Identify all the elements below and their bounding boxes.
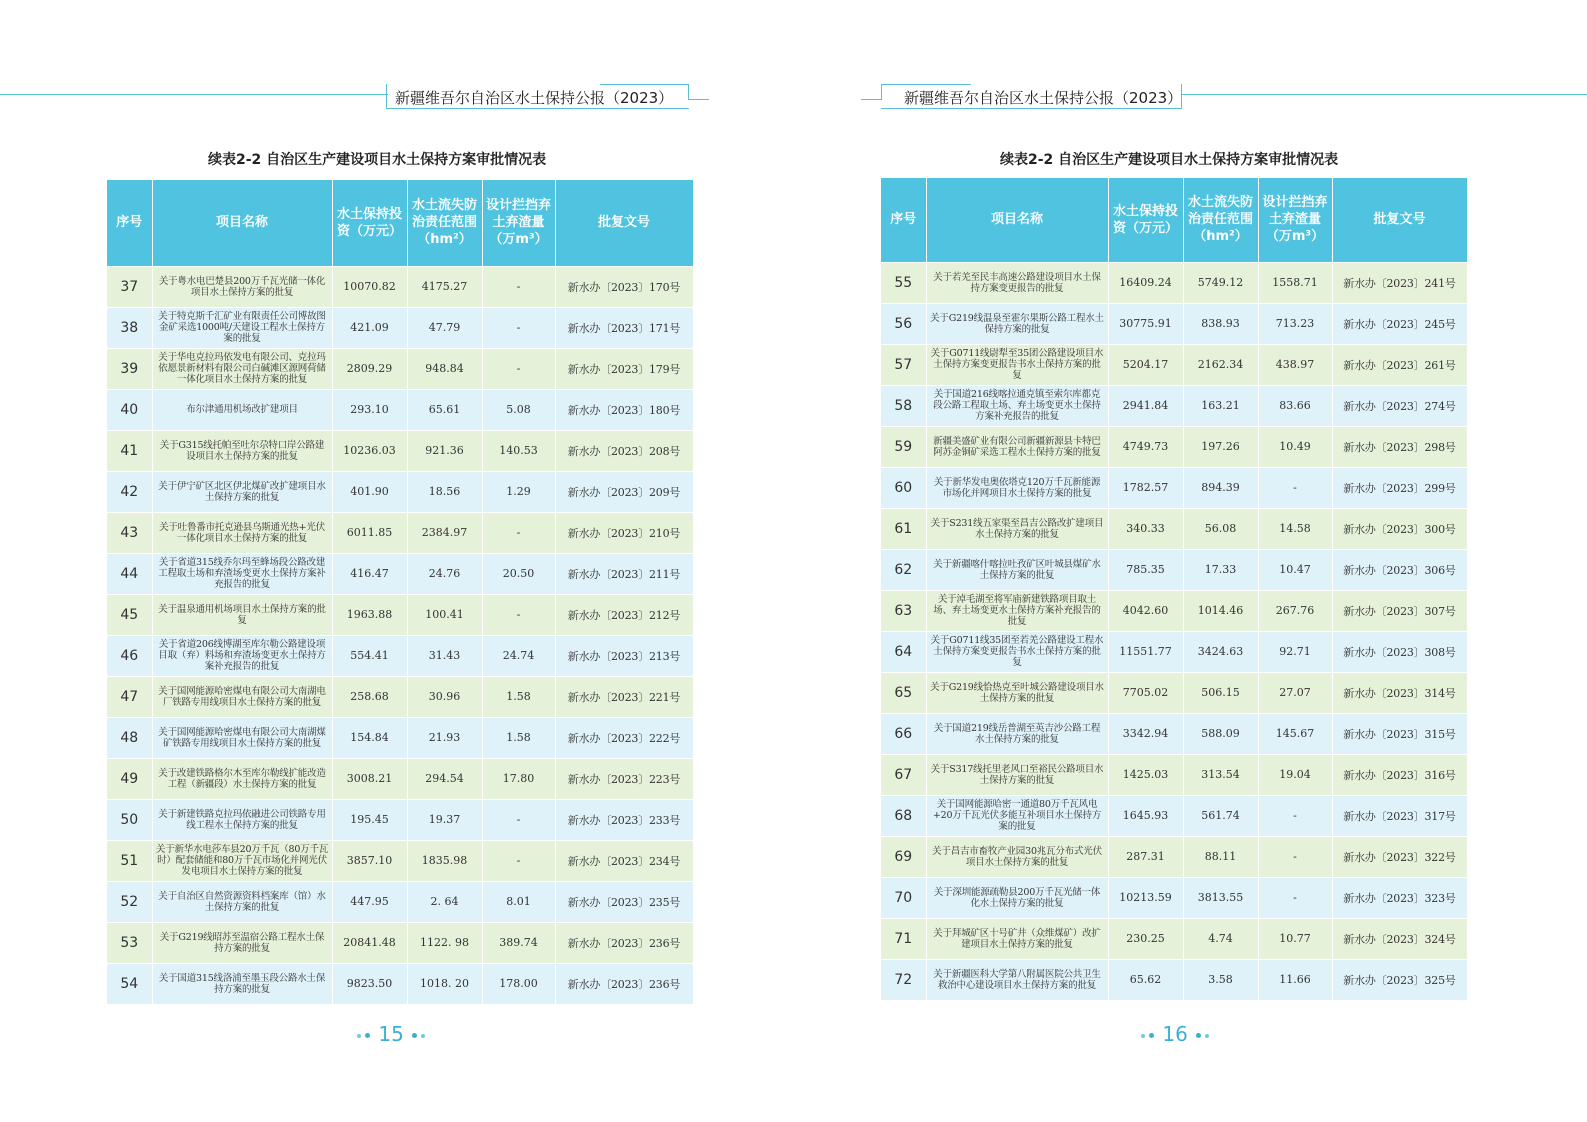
cell-doc-number: 新水办〔2023〕241号 xyxy=(1332,262,1467,303)
col-header-spoil: 设计拦挡弃土弃渣量（万m³） xyxy=(1258,178,1332,262)
table-row xyxy=(107,717,693,758)
col-header-spoil: 设计拦挡弃土弃渣量（万m³） xyxy=(482,180,555,266)
cell-no: 59 xyxy=(881,426,926,467)
table-row xyxy=(881,631,1467,672)
cell-project-name: 关于新建铁路克拉玛依融进公司铁路专用线工程水土保持方案的批复 xyxy=(152,799,332,840)
cell-project-name: 布尔津通用机场改扩建项目 xyxy=(152,389,332,430)
table-row xyxy=(107,758,693,799)
cell-no: 60 xyxy=(881,467,926,508)
cell-investment: 3342.94 xyxy=(1108,713,1183,754)
cell-spoil: - xyxy=(1258,467,1332,508)
cell-spoil: 92.71 xyxy=(1258,631,1332,672)
table-row xyxy=(881,426,1467,467)
cell-area: 3.58 xyxy=(1183,959,1258,1000)
table-row xyxy=(881,344,1467,385)
cell-doc-number: 新水办〔2023〕274号 xyxy=(1332,385,1467,426)
cell-doc-number: 新水办〔2023〕234号 xyxy=(555,840,693,881)
cell-doc-number: 新水办〔2023〕324号 xyxy=(1332,918,1467,959)
cell-spoil: - xyxy=(482,512,555,553)
table-row xyxy=(107,348,693,389)
cell-project-name: 关于G0711线尉犁至35团公路建设项目水土保持方案变更报告书水土保持方案的批复 xyxy=(926,344,1108,385)
cell-area: 313.54 xyxy=(1183,754,1258,795)
cell-investment: 195.45 xyxy=(332,799,407,840)
table-row xyxy=(881,836,1467,877)
cell-area: 4175.27 xyxy=(407,266,482,307)
cell-spoil: 1.58 xyxy=(482,717,555,758)
header-tab xyxy=(688,84,709,100)
cell-spoil: 267.76 xyxy=(1258,590,1332,631)
cell-area: 17.33 xyxy=(1183,549,1258,590)
table-row xyxy=(107,799,693,840)
cell-investment: 1645.93 xyxy=(1108,795,1183,836)
cell-doc-number: 新水办〔2023〕300号 xyxy=(1332,508,1467,549)
table-row xyxy=(881,590,1467,631)
cell-spoil: 1558.71 xyxy=(1258,262,1332,303)
cell-no: 70 xyxy=(881,877,926,918)
cell-project-name: 关于昌吉市畜牧产业园30兆瓦分布式光伏项目水土保持方案的批复 xyxy=(926,836,1108,877)
col-header-doc: 批复文号 xyxy=(1332,178,1467,262)
page-left xyxy=(0,0,793,1122)
cell-area: 3424.63 xyxy=(1183,631,1258,672)
cell-no: 41 xyxy=(107,430,152,471)
cell-project-name: 关于省道206线博湖至库尔勒公路建设项目取（弃）料场和弃渣场变更水土保持方案补充报告的批复 xyxy=(152,635,332,676)
cell-investment: 154.84 xyxy=(332,717,407,758)
cell-no: 38 xyxy=(107,307,152,348)
cell-doc-number: 新水办〔2023〕261号 xyxy=(1332,344,1467,385)
cell-project-name: 关于省道315线乔尔玛至蜂场段公路改建工程取土场和弃渣场变更水土保持方案补充报告的批复 xyxy=(152,553,332,594)
table-row xyxy=(881,795,1467,836)
cell-no: 42 xyxy=(107,471,152,512)
table-row xyxy=(107,389,693,430)
cell-area: 2. 64 xyxy=(407,881,482,922)
cell-doc-number: 新水办〔2023〕233号 xyxy=(555,799,693,840)
cell-investment: 5204.17 xyxy=(1108,344,1183,385)
cell-no: 54 xyxy=(107,963,152,1004)
approval-table xyxy=(107,180,694,1005)
cell-spoil: 19.04 xyxy=(1258,754,1332,795)
col-header-name: 项目名称 xyxy=(152,180,332,266)
table-row xyxy=(881,877,1467,918)
cell-no: 49 xyxy=(107,758,152,799)
cell-project-name: 关于新华发电奥依塔克120万千瓦新能源市场化并网项目水土保持方案的批复 xyxy=(926,467,1108,508)
cell-investment: 2941.84 xyxy=(1108,385,1183,426)
cell-spoil: 145.67 xyxy=(1258,713,1332,754)
cell-doc-number: 新水办〔2023〕179号 xyxy=(555,348,693,389)
cell-doc-number: 新水办〔2023〕221号 xyxy=(555,676,693,717)
cell-project-name: 关于淖毛湖至将军庙新建铁路项目取土场、弃土场变更水土保持方案补充报告的批复 xyxy=(926,590,1108,631)
cell-investment: 10070.82 xyxy=(332,266,407,307)
cell-spoil: 20.50 xyxy=(482,553,555,594)
cell-project-name: 关于G219线恰热克至叶城公路建设项目水土保持方案的批复 xyxy=(926,672,1108,713)
cell-investment: 554.41 xyxy=(332,635,407,676)
cell-investment: 447.95 xyxy=(332,881,407,922)
cell-spoil: - xyxy=(482,594,555,635)
cell-no: 69 xyxy=(881,836,926,877)
cell-no: 47 xyxy=(107,676,152,717)
cell-spoil: - xyxy=(482,266,555,307)
cell-no: 55 xyxy=(881,262,926,303)
cell-investment: 293.10 xyxy=(332,389,407,430)
cell-area: 921.36 xyxy=(407,430,482,471)
table-row xyxy=(107,635,693,676)
cell-no: 48 xyxy=(107,717,152,758)
cell-doc-number: 新水办〔2023〕325号 xyxy=(1332,959,1467,1000)
table-row xyxy=(881,918,1467,959)
cell-investment: 11551.77 xyxy=(1108,631,1183,672)
cell-doc-number: 新水办〔2023〕236号 xyxy=(555,963,693,1004)
cell-doc-number: 新水办〔2023〕307号 xyxy=(1332,590,1467,631)
table-row xyxy=(107,471,693,512)
cell-doc-number: 新水办〔2023〕316号 xyxy=(1332,754,1467,795)
cell-doc-number: 新水办〔2023〕213号 xyxy=(555,635,693,676)
cell-project-name: 关于G219线昭苏至温宿公路工程水土保持方案的批复 xyxy=(152,922,332,963)
cell-doc-number: 新水办〔2023〕315号 xyxy=(1332,713,1467,754)
cell-no: 72 xyxy=(881,959,926,1000)
cell-doc-number: 新水办〔2023〕211号 xyxy=(555,553,693,594)
cell-spoil: 389.74 xyxy=(482,922,555,963)
cell-project-name: 关于国网能源哈密煤电有限公司大南湖电厂铁路专用线项目水土保持方案的批复 xyxy=(152,676,332,717)
cell-area: 31.43 xyxy=(407,635,482,676)
cell-no: 50 xyxy=(107,799,152,840)
cell-no: 46 xyxy=(107,635,152,676)
cell-area: 3813.55 xyxy=(1183,877,1258,918)
table-row xyxy=(107,881,693,922)
col-header-area: 水土流失防治责任范围（hm²） xyxy=(407,180,482,266)
cell-area: 838.93 xyxy=(1183,303,1258,344)
cell-investment: 3008.21 xyxy=(332,758,407,799)
cell-doc-number: 新水办〔2023〕317号 xyxy=(1332,795,1467,836)
cell-project-name: 关于新疆喀什喀拉吐孜矿区叶城县煤矿水土保持方案的批复 xyxy=(926,549,1108,590)
table-row xyxy=(881,467,1467,508)
cell-spoil: 24.74 xyxy=(482,635,555,676)
cell-area: 1122. 98 xyxy=(407,922,482,963)
col-header-area: 水土流失防治责任范围（hm²） xyxy=(1183,178,1258,262)
cell-doc-number: 新水办〔2023〕245号 xyxy=(1332,303,1467,344)
cell-spoil: 140.53 xyxy=(482,430,555,471)
cell-project-name: 关于若羌至民丰高速公路建设项目水土保持方案变更报告的批复 xyxy=(926,262,1108,303)
cell-project-name: 关于粤水电巴楚县200万千瓦光储一体化项目水土保持方案的批复 xyxy=(152,266,332,307)
cell-area: 948.84 xyxy=(407,348,482,389)
header-title: 新疆维吾尔自治区水土保持公报（2023） xyxy=(904,89,1183,107)
cell-no: 56 xyxy=(881,303,926,344)
cell-area: 30.96 xyxy=(407,676,482,717)
cell-investment: 258.68 xyxy=(332,676,407,717)
cell-project-name: 关于G0711线35团至若羌公路建设工程水土保持方案变更报告书水土保持方案的批复 xyxy=(926,631,1108,672)
cell-project-name: 关于S317线托里老风口至裕民公路项目水土保持方案的批复 xyxy=(926,754,1108,795)
cell-spoil: 11.66 xyxy=(1258,959,1332,1000)
table-row xyxy=(107,307,693,348)
cell-spoil: - xyxy=(1258,795,1332,836)
cell-investment: 10213.59 xyxy=(1108,877,1183,918)
cell-spoil: - xyxy=(482,348,555,389)
cell-investment: 401.90 xyxy=(332,471,407,512)
cell-area: 1014.46 xyxy=(1183,590,1258,631)
header-title: 新疆维吾尔自治区水土保持公报（2023） xyxy=(395,89,674,107)
cell-doc-number: 新水办〔2023〕212号 xyxy=(555,594,693,635)
cell-investment: 3857.10 xyxy=(332,840,407,881)
cell-project-name: 关于拜城矿区十号矿井（众维煤矿）改扩建项目水土保持方案的批复 xyxy=(926,918,1108,959)
cell-no: 45 xyxy=(107,594,152,635)
page-number: 16 xyxy=(1139,1022,1211,1046)
cell-area: 506.15 xyxy=(1183,672,1258,713)
cell-no: 64 xyxy=(881,631,926,672)
cell-spoil: 10.77 xyxy=(1258,918,1332,959)
col-header-doc: 批复文号 xyxy=(555,180,693,266)
cell-project-name: 关于新疆医科大学第八附属医院公共卫生救治中心建设项目水土保持方案的批复 xyxy=(926,959,1108,1000)
cell-no: 61 xyxy=(881,508,926,549)
cell-spoil: - xyxy=(482,840,555,881)
cell-area: 56.08 xyxy=(1183,508,1258,549)
cell-project-name: 关于国道219线岳普湖至英吉沙公路工程水土保持方案的批复 xyxy=(926,713,1108,754)
cell-spoil: 27.07 xyxy=(1258,672,1332,713)
table-row xyxy=(881,549,1467,590)
cell-project-name: 关于S231线五家渠至昌吉公路改扩建项目水土保持方案的批复 xyxy=(926,508,1108,549)
cell-no: 53 xyxy=(107,922,152,963)
header-tab xyxy=(861,84,882,100)
cell-investment: 1782.57 xyxy=(1108,467,1183,508)
cell-investment: 16409.24 xyxy=(1108,262,1183,303)
cell-spoil: 1.29 xyxy=(482,471,555,512)
cell-area: 197.26 xyxy=(1183,426,1258,467)
cell-area: 2162.34 xyxy=(1183,344,1258,385)
page-number: 15 xyxy=(355,1022,427,1046)
cell-spoil: 8.01 xyxy=(482,881,555,922)
cell-no: 44 xyxy=(107,553,152,594)
cell-area: 2384.97 xyxy=(407,512,482,553)
cell-doc-number: 新水办〔2023〕222号 xyxy=(555,717,693,758)
cell-area: 4.74 xyxy=(1183,918,1258,959)
cell-project-name: 关于G315线托帕至吐尔尕特口岸公路建设项目水土保持方案的批复 xyxy=(152,430,332,471)
cell-doc-number: 新水办〔2023〕235号 xyxy=(555,881,693,922)
cell-project-name: 关于吐鲁番市托克逊县乌斯通光热+光伏一体化项目水土保持方案的批复 xyxy=(152,512,332,553)
cell-project-name: 关于伊宁矿区北区伊北煤矿改扩建项目水土保持方案的批复 xyxy=(152,471,332,512)
cell-investment: 2809.29 xyxy=(332,348,407,389)
cell-project-name: 关于自治区自然资源资料档案库（馆）水土保持方案的批复 xyxy=(152,881,332,922)
cell-no: 65 xyxy=(881,672,926,713)
table-row xyxy=(881,672,1467,713)
cell-spoil: 438.97 xyxy=(1258,344,1332,385)
cell-doc-number: 新水办〔2023〕236号 xyxy=(555,922,693,963)
cell-doc-number: 新水办〔2023〕323号 xyxy=(1332,877,1467,918)
cell-investment: 340.33 xyxy=(1108,508,1183,549)
cell-no: 43 xyxy=(107,512,152,553)
header-rule xyxy=(0,94,388,95)
cell-project-name: 关于特克斯千汇矿业有限责任公司博故图金矿采选1000吨/天建设工程水土保持方案的批复 xyxy=(152,307,332,348)
cell-project-name: 关于温泉通用机场项目水土保持方案的批复 xyxy=(152,594,332,635)
cell-investment: 6011.85 xyxy=(332,512,407,553)
table-row xyxy=(107,512,693,553)
cell-project-name: 关于国道315线洛浦至墨玉段公路水土保持方案的批复 xyxy=(152,963,332,1004)
table-row xyxy=(107,963,693,1004)
cell-area: 19.37 xyxy=(407,799,482,840)
cell-investment: 65.62 xyxy=(1108,959,1183,1000)
cell-no: 52 xyxy=(107,881,152,922)
approval-table xyxy=(881,178,1468,1001)
cell-spoil: - xyxy=(482,307,555,348)
table-row xyxy=(881,262,1467,303)
cell-area: 588.09 xyxy=(1183,713,1258,754)
cell-project-name: 关于华电克拉玛依发电有限公司、克拉玛依愿景新材料有限公司白碱滩区源网荷储一体化项目水土保持方案的批复 xyxy=(152,348,332,389)
cell-no: 39 xyxy=(107,348,152,389)
table-row xyxy=(107,922,693,963)
cell-area: 24.76 xyxy=(407,553,482,594)
col-header-no: 序号 xyxy=(881,178,926,262)
table-row xyxy=(881,959,1467,1000)
cell-area: 894.39 xyxy=(1183,467,1258,508)
cell-area: 47.79 xyxy=(407,307,482,348)
cell-area: 18.56 xyxy=(407,471,482,512)
page-right xyxy=(794,0,1587,1122)
cell-spoil: 1.58 xyxy=(482,676,555,717)
table-row xyxy=(107,840,693,881)
cell-no: 57 xyxy=(881,344,926,385)
cell-area: 163.21 xyxy=(1183,385,1258,426)
cell-area: 1018. 20 xyxy=(407,963,482,1004)
cell-spoil: 10.49 xyxy=(1258,426,1332,467)
table-row xyxy=(881,508,1467,549)
cell-no: 51 xyxy=(107,840,152,881)
cell-no: 66 xyxy=(881,713,926,754)
cell-spoil: 713.23 xyxy=(1258,303,1332,344)
cell-doc-number: 新水办〔2023〕322号 xyxy=(1332,836,1467,877)
cell-spoil: - xyxy=(482,799,555,840)
table-row xyxy=(107,430,693,471)
cell-doc-number: 新水办〔2023〕180号 xyxy=(555,389,693,430)
table-row xyxy=(107,676,693,717)
cell-project-name: 关于改建铁路格尔木至库尔勒线扩能改造工程（新疆段）水土保持方案的批复 xyxy=(152,758,332,799)
cell-no: 71 xyxy=(881,918,926,959)
cell-spoil: 14.58 xyxy=(1258,508,1332,549)
cell-doc-number: 新水办〔2023〕209号 xyxy=(555,471,693,512)
cell-area: 1835.98 xyxy=(407,840,482,881)
cell-project-name: 关于国网能源哈密煤电有限公司大南湖煤矿铁路专用线项目水土保持方案的批复 xyxy=(152,717,332,758)
col-header-invest: 水土保持投资（万元） xyxy=(332,180,407,266)
cell-investment: 7705.02 xyxy=(1108,672,1183,713)
cell-investment: 4042.60 xyxy=(1108,590,1183,631)
cell-investment: 230.25 xyxy=(1108,918,1183,959)
cell-doc-number: 新水办〔2023〕314号 xyxy=(1332,672,1467,713)
cell-doc-number: 新水办〔2023〕208号 xyxy=(555,430,693,471)
cell-area: 88.11 xyxy=(1183,836,1258,877)
cell-spoil: 178.00 xyxy=(482,963,555,1004)
cell-spoil: 5.08 xyxy=(482,389,555,430)
table-row xyxy=(107,594,693,635)
cell-doc-number: 新水办〔2023〕170号 xyxy=(555,266,693,307)
cell-project-name: 关于国网能源哈密一通道80万千瓦风电+20万千瓦光伏多能互补项目水土保持方案的批复 xyxy=(926,795,1108,836)
table-row xyxy=(881,713,1467,754)
cell-spoil: 17.80 xyxy=(482,758,555,799)
cell-no: 63 xyxy=(881,590,926,631)
cell-doc-number: 新水办〔2023〕210号 xyxy=(555,512,693,553)
cell-investment: 421.09 xyxy=(332,307,407,348)
cell-doc-number: 新水办〔2023〕308号 xyxy=(1332,631,1467,672)
cell-investment: 416.47 xyxy=(332,553,407,594)
cell-project-name: 新疆美盛矿业有限公司新疆新源县卡特巴阿苏金铜矿采选工程水土保持方案的批复 xyxy=(926,426,1108,467)
cell-spoil: - xyxy=(1258,877,1332,918)
cell-area: 100.41 xyxy=(407,594,482,635)
table-row xyxy=(107,266,693,307)
cell-area: 21.93 xyxy=(407,717,482,758)
cell-no: 62 xyxy=(881,549,926,590)
cell-doc-number: 新水办〔2023〕223号 xyxy=(555,758,693,799)
cell-investment: 287.31 xyxy=(1108,836,1183,877)
cell-project-name: 关于深圳能源疏勒县200万千瓦光储一体化水土保持方案的批复 xyxy=(926,877,1108,918)
cell-no: 40 xyxy=(107,389,152,430)
cell-area: 294.54 xyxy=(407,758,482,799)
table-row xyxy=(107,553,693,594)
cell-spoil: 83.66 xyxy=(1258,385,1332,426)
cell-doc-number: 新水办〔2023〕306号 xyxy=(1332,549,1467,590)
table-title: 续表2-2 自治区生产建设项目水土保持方案审批情况表 xyxy=(1000,152,1339,168)
cell-investment: 785.35 xyxy=(1108,549,1183,590)
cell-investment: 4749.73 xyxy=(1108,426,1183,467)
cell-investment: 9823.50 xyxy=(332,963,407,1004)
table-row xyxy=(881,303,1467,344)
table-row xyxy=(881,385,1467,426)
cell-investment: 30775.91 xyxy=(1108,303,1183,344)
cell-spoil: - xyxy=(1258,836,1332,877)
header-rule xyxy=(1181,94,1587,95)
cell-investment: 20841.48 xyxy=(332,922,407,963)
col-header-invest: 水土保持投资（万元） xyxy=(1108,178,1183,262)
cell-project-name: 关于新华水电莎车县20万千瓦（80万千瓦时）配套储能和80万千瓦市场化并网光伏发电项目水土保持方案的批复 xyxy=(152,840,332,881)
cell-doc-number: 新水办〔2023〕171号 xyxy=(555,307,693,348)
cell-investment: 1425.03 xyxy=(1108,754,1183,795)
cell-doc-number: 新水办〔2023〕298号 xyxy=(1332,426,1467,467)
cell-investment: 10236.03 xyxy=(332,430,407,471)
cell-no: 67 xyxy=(881,754,926,795)
cell-no: 68 xyxy=(881,795,926,836)
cell-area: 561.74 xyxy=(1183,795,1258,836)
table-row xyxy=(881,754,1467,795)
cell-investment: 1963.88 xyxy=(332,594,407,635)
cell-spoil: 10.47 xyxy=(1258,549,1332,590)
cell-no: 58 xyxy=(881,385,926,426)
cell-no: 37 xyxy=(107,266,152,307)
col-header-no: 序号 xyxy=(107,180,152,266)
col-header-name: 项目名称 xyxy=(926,178,1108,262)
cell-doc-number: 新水办〔2023〕299号 xyxy=(1332,467,1467,508)
header-rule-top xyxy=(600,84,688,85)
cell-area: 5749.12 xyxy=(1183,262,1258,303)
cell-project-name: 关于G219线温泉至霍尔果斯公路工程水土保持方案的批复 xyxy=(926,303,1108,344)
cell-area: 65.61 xyxy=(407,389,482,430)
table-title: 续表2-2 自治区生产建设项目水土保持方案审批情况表 xyxy=(208,152,547,168)
cell-project-name: 关于国道216线喀拉通克镇至索尔库都克段公路工程取土场、弃土场变更水土保持方案补充报告的批复 xyxy=(926,385,1108,426)
